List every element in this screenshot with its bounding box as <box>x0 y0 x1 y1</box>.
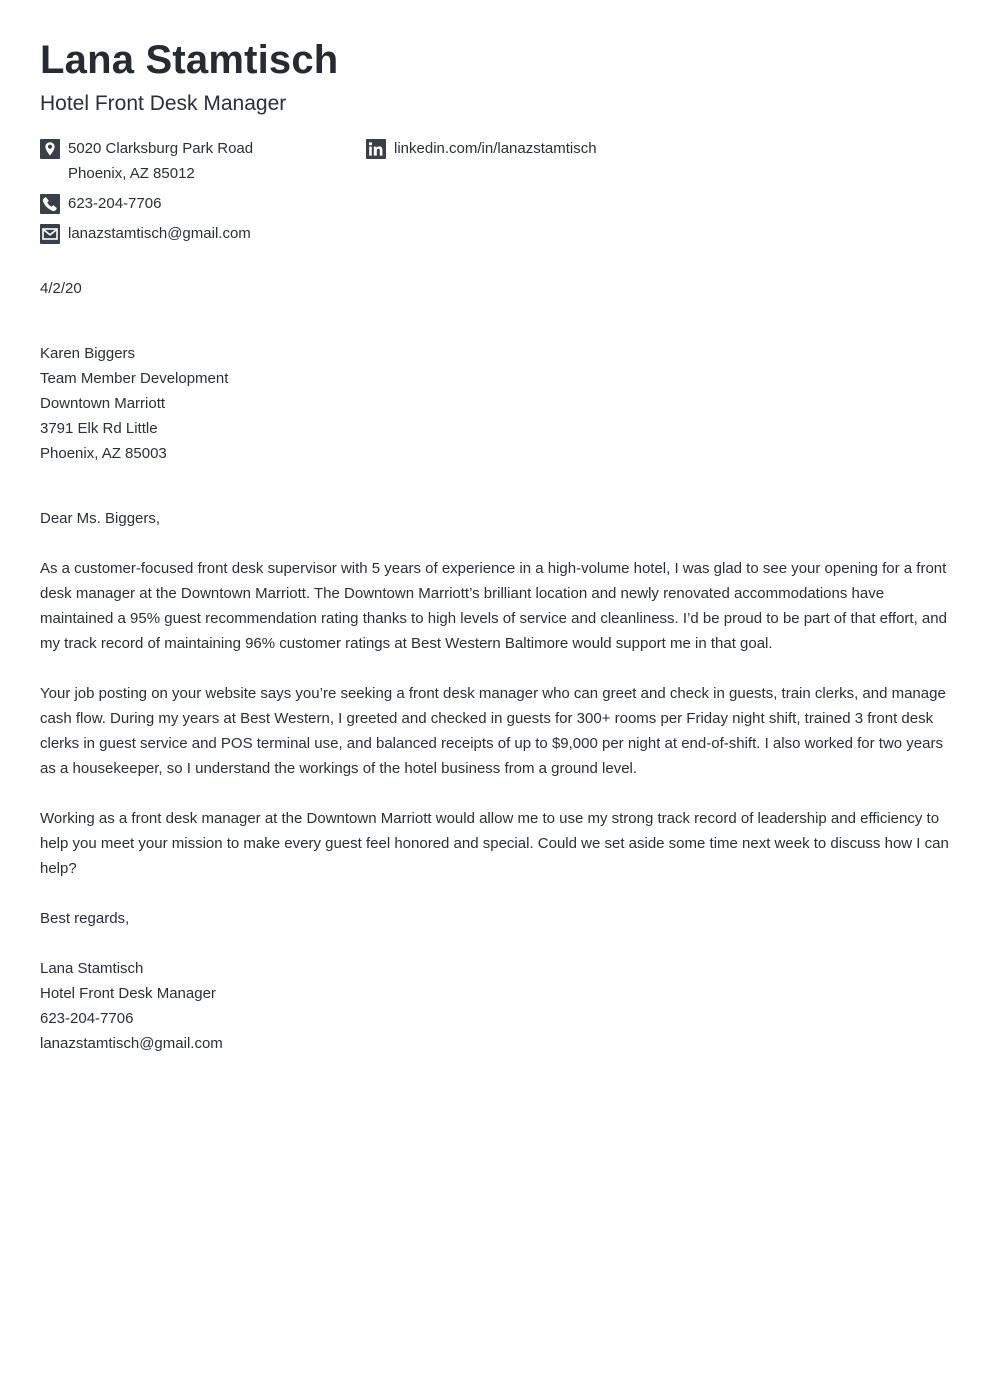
phone-number[interactable]: 623-204-7706 <box>68 195 162 212</box>
address-line-1: 5020 Clarksburg Park Road <box>68 140 254 157</box>
paragraph-text: Your job posting on your website says you’re seeking a front desk manager who can greet and check in guests, train clerks, and manage cash flow. During my years at Best Western, I greeted and checked in guests for 300+ rooms per Friday night shift, trained 3 front desk clerks in guest service and POS terminal use, and balanced receipts of up to $9,000 per night at end-of-shift. I also worked for two years as a housekeeper, so I understand the workings of the hotel business from a ground level. <box>40 685 946 777</box>
address-line-2: Phoenix, AZ 85012 <box>68 165 195 182</box>
map-pin-icon <box>40 139 60 159</box>
signature-email: lanazstamtisch@gmail.com <box>40 1035 223 1052</box>
body-paragraph-2 <box>40 681 950 781</box>
contact-email <box>40 221 340 247</box>
contact-linkedin <box>366 136 666 162</box>
letter-date: 4/2/20 <box>40 280 82 297</box>
signature-name: Lana Stamtisch <box>40 960 144 977</box>
applicant-name: Lana Stamtisch <box>40 38 339 82</box>
recipient-name: Karen Biggers <box>40 345 136 362</box>
recipient-company: Downtown Marriott <box>40 395 166 412</box>
linkedin-url[interactable]: linkedin.com/in/lanazstamtisch <box>394 140 597 157</box>
applicant-job-title: Hotel Front Desk Manager <box>40 92 287 115</box>
paragraph-text: As a customer-focused front desk supervisor with 5 years of experience in a high-volume hotel, I was glad to see your opening for a front desk manager at the Downtown Marriott. The Downtown Marriott’s brilliant location and newly renovated accommodations have maintained a 95% guest recommendation rating thanks to high levels of service and cleanliness. I’d be proud to be part of that effort, and my track record of maintaining 96% customer ratings at Best Western Baltimore would support me in that goal. <box>40 560 947 652</box>
signature-phone: 623-204-7706 <box>40 1010 134 1027</box>
email-address[interactable]: lanazstamtisch@gmail.com <box>68 225 251 242</box>
body-paragraph-3 <box>40 806 950 881</box>
signature-title: Hotel Front Desk Manager <box>40 985 216 1002</box>
envelope-icon <box>40 224 60 244</box>
linkedin-icon <box>366 139 386 159</box>
recipient-title: Team Member Development <box>40 370 229 387</box>
phone-icon <box>40 194 60 214</box>
recipient-address-line-1: 3791 Elk Rd Little <box>40 420 158 437</box>
recipient-block <box>40 341 950 466</box>
salutation: Dear Ms. Biggers, <box>40 510 161 527</box>
contact-phone <box>40 191 340 217</box>
body-paragraph-1 <box>40 556 950 656</box>
closing: Best regards, <box>40 910 130 927</box>
signature-block <box>40 956 950 1056</box>
recipient-address-line-2: Phoenix, AZ 85003 <box>40 445 167 462</box>
contact-address <box>40 136 340 188</box>
paragraph-text: Working as a front desk manager at the Downtown Marriott would allow me to use my strong track record of leadership and efficiency to help you meet your mission to make every guest feel honored and special. Could we set aside some time next week to discuss how I can help? <box>40 810 949 877</box>
